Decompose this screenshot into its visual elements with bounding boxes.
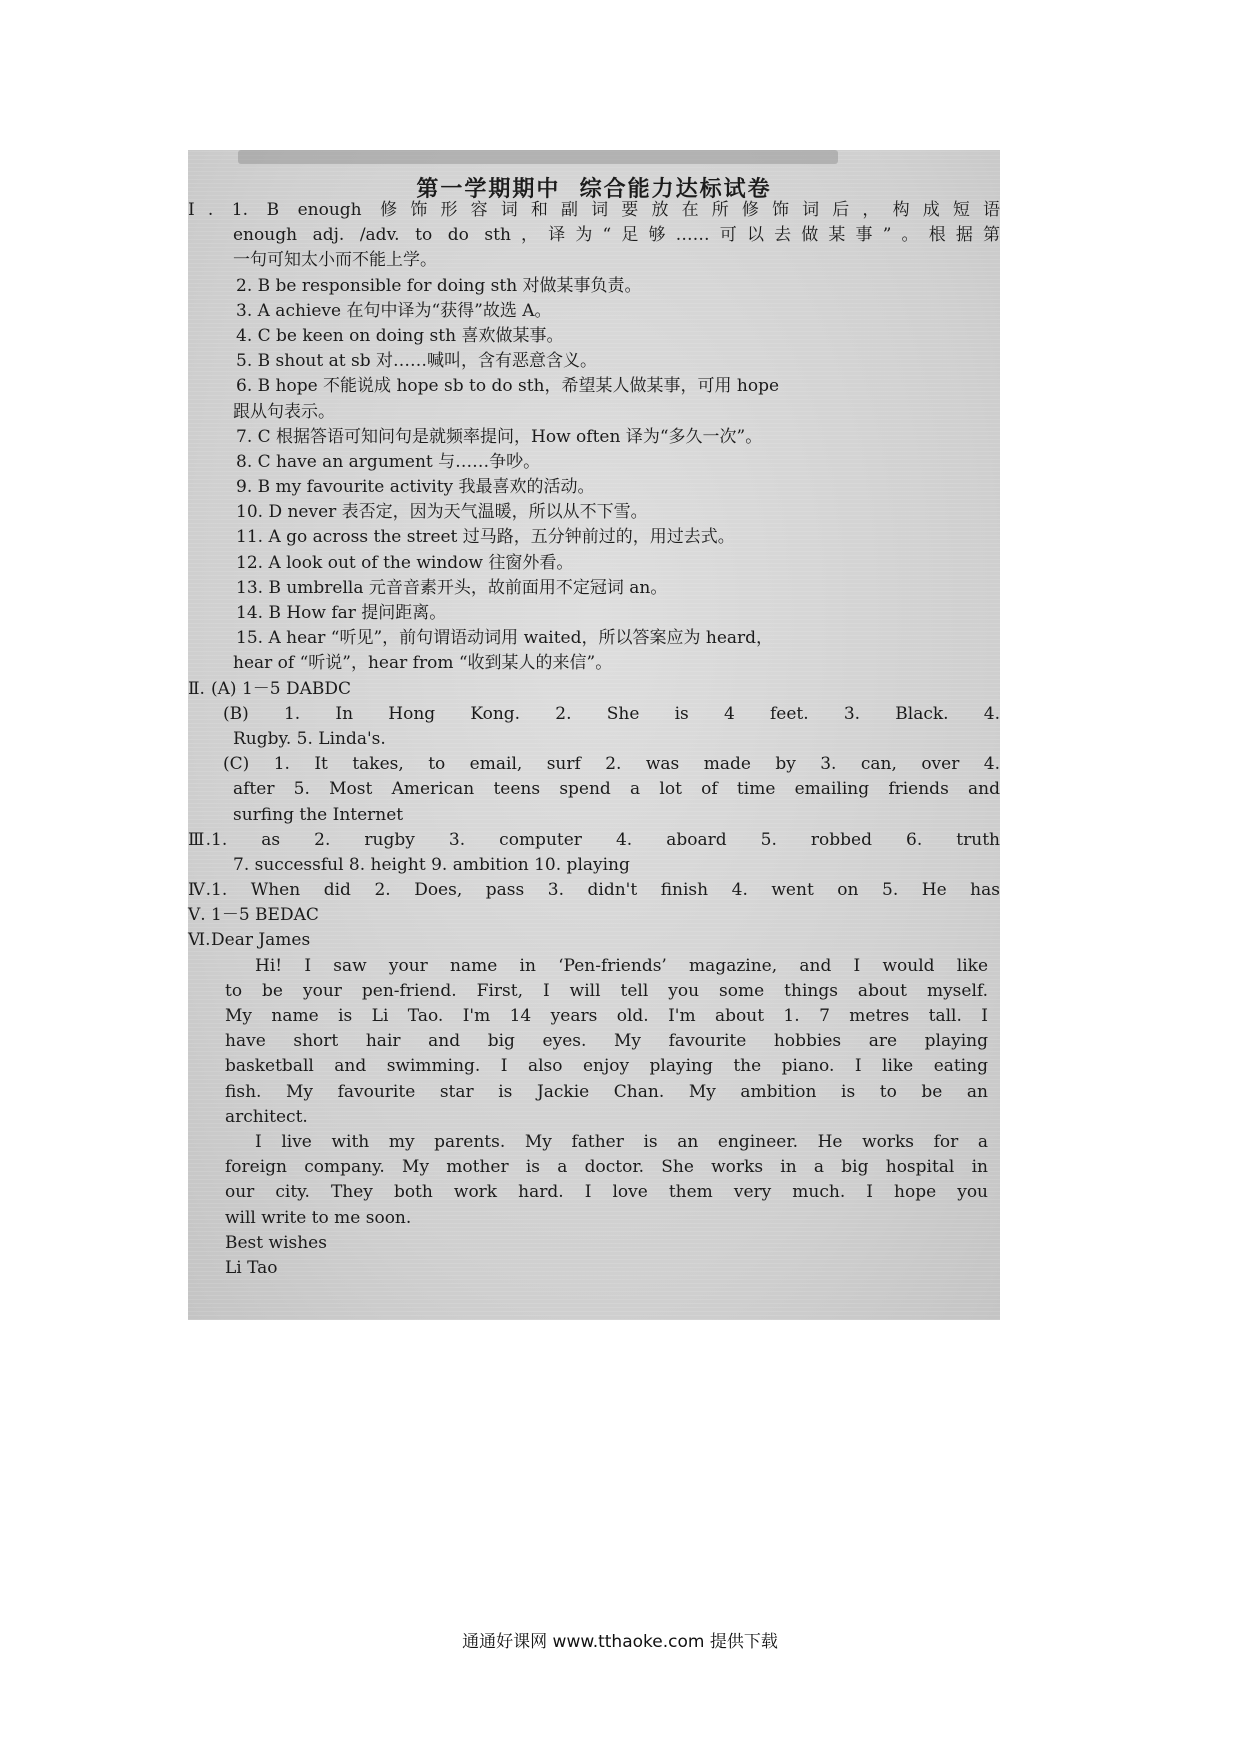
line-text: 12. A look out of the window 往窗外看。 bbox=[236, 552, 574, 573]
line-text: foreign company. My mother is a doctor. She works in a big hospital in bbox=[225, 1157, 988, 1178]
letter-line bbox=[188, 1004, 1000, 1029]
line-text: 13. B umbrella 元音音素开头，故前面用不定冠词 an。 bbox=[236, 577, 668, 598]
line-text: fish. My favourite star is Jackie Chan. My ambition is to be an bbox=[225, 1081, 988, 1102]
line-text: 1. When did 2. Does, pass 3. didn't finish 4. went on 5. He has bbox=[211, 880, 1000, 901]
line-text: to be your pen-friend. First, I will tell you some things about myself. bbox=[225, 980, 988, 1001]
letter-line bbox=[188, 1080, 1000, 1105]
section-marker: Ⅲ. bbox=[188, 829, 211, 850]
scanned-answer-page bbox=[188, 150, 1000, 1320]
answer-line bbox=[188, 677, 1000, 702]
letter-line bbox=[188, 1105, 1000, 1130]
line-text: 7. C 根据答语可知问句是就频率提问，How often 译为“多久一次”。 bbox=[236, 426, 763, 447]
line-text: Rugby. 5. Linda's. bbox=[233, 728, 386, 749]
answer-line bbox=[188, 400, 1000, 425]
answer-line bbox=[188, 576, 1000, 601]
line-text: hear of “听说”，hear from “收到某人的来信”。 bbox=[233, 653, 613, 674]
line-text: (A) 1－5 DABDC bbox=[211, 678, 352, 699]
line-text: 8. C have an argument 与……争吵。 bbox=[236, 451, 541, 472]
line-text: 15. A hear “听见”，前句谓语动词用 waited，所以答案应为 heard， bbox=[236, 628, 774, 649]
answer-line bbox=[188, 828, 1000, 853]
answer-line bbox=[188, 425, 1000, 450]
line-text: architect. bbox=[225, 1106, 308, 1127]
line-text: Dear James bbox=[211, 930, 311, 951]
line-text: have short hair and big eyes. My favourite hobbies are playing bbox=[225, 1031, 988, 1052]
letter-line bbox=[188, 1180, 1000, 1205]
line-text: 11. A go across the street 过马路，五分钟前过的，用过去式。 bbox=[236, 527, 735, 548]
line-text: (C) 1. It takes, to email, surf 2. was made by 3. can, over 4. bbox=[223, 754, 1000, 775]
answer-line bbox=[188, 374, 1000, 399]
page-title: 第一学期期中 综合能力达标试卷 bbox=[416, 176, 772, 202]
answer-line bbox=[188, 324, 1000, 349]
answer-line bbox=[188, 299, 1000, 324]
answer-line bbox=[188, 928, 1000, 953]
answer-line bbox=[188, 349, 1000, 374]
answer-line bbox=[188, 525, 1000, 550]
section-marker: Ⅳ. bbox=[188, 880, 211, 901]
line-text: Hi! I saw your name in ‘Pen-friends’ magazine, and I would like bbox=[255, 955, 988, 976]
line-text: basketball and swimming. I also enjoy playing the piano. I like eating bbox=[225, 1056, 988, 1077]
answer-line bbox=[188, 601, 1000, 626]
line-text: 一句可知太小而不能上学。 bbox=[233, 250, 437, 271]
cut-off-previous-line bbox=[238, 150, 838, 164]
letter-line bbox=[188, 1256, 1000, 1281]
letter-line bbox=[188, 979, 1000, 1004]
section-marker: Ⅱ. bbox=[188, 678, 205, 699]
line-text: after 5. Most American teens spend a lot of time emailing friends and bbox=[233, 779, 1000, 800]
answer-line bbox=[188, 475, 1000, 500]
answer-line bbox=[188, 450, 1000, 475]
answer-line bbox=[188, 248, 1000, 273]
line-text: 3. A achieve 在句中译为“获得”故选 A。 bbox=[236, 300, 552, 321]
line-text: 9. B my favourite activity 我最喜欢的活动。 bbox=[236, 477, 595, 498]
line-text: 跟从句表示。 bbox=[233, 401, 335, 422]
line-text: Ⅰ. 1. B enough 修饰形容词和副词要放在所修饰词后，构成短语 bbox=[188, 200, 1000, 220]
answer-line bbox=[188, 752, 1000, 777]
answer-line bbox=[188, 274, 1000, 299]
answer-line bbox=[188, 803, 1000, 828]
line-text: 1－5 BEDAC bbox=[211, 905, 319, 926]
line-text: 6. B hope 不能说成 hope sb to do sth，希望某人做某事，可用 hope bbox=[236, 376, 780, 397]
answer-line bbox=[188, 727, 1000, 752]
section-marker: Ⅴ. bbox=[188, 905, 206, 926]
letter-line bbox=[188, 954, 1000, 979]
line-text: 1. as 2. rugby 3. computer 4. aboard 5. robbed 6. truth bbox=[211, 829, 1000, 850]
answer-line bbox=[188, 777, 1000, 802]
letter-line bbox=[188, 1130, 1000, 1155]
line-text: 14. B How far 提问距离。 bbox=[236, 603, 447, 623]
answer-line bbox=[188, 551, 1000, 576]
answer-key-body bbox=[188, 198, 1000, 1281]
line-text: enough adj. /adv. to do sth，译为“足够……可以去做某事”。根据第 bbox=[233, 225, 1000, 246]
line-text: 10. D never 表否定，因为天气温暖，所以从不下雪。 bbox=[236, 502, 648, 523]
answer-line bbox=[188, 853, 1000, 878]
line-text: 7. successful 8. height 9. ambition 10. playing bbox=[233, 854, 630, 875]
line-text: (B) 1. In Hong Kong. 2. She is 4 feet. 3. Black. 4. bbox=[223, 703, 1000, 724]
footer-credit: 通通好课网 www.tthaoke.com 提供下载 bbox=[462, 1632, 778, 1652]
answer-line bbox=[188, 626, 1000, 651]
answer-line bbox=[188, 702, 1000, 727]
answer-line bbox=[188, 878, 1000, 903]
line-text: I live with my parents. My father is an engineer. He works for a bbox=[255, 1131, 988, 1152]
answer-line bbox=[188, 500, 1000, 525]
line-text: 4. C be keen on doing sth 喜欢做某事。 bbox=[236, 325, 564, 346]
letter-line bbox=[188, 1029, 1000, 1054]
letter-line bbox=[188, 1206, 1000, 1231]
letter-line bbox=[188, 1155, 1000, 1180]
line-text: will write to me soon. bbox=[225, 1207, 412, 1228]
answer-line bbox=[188, 651, 1000, 676]
answer-line bbox=[188, 198, 1000, 223]
line-text: our city. They both work hard. I love them very much. I hope you bbox=[225, 1182, 988, 1203]
line-text: 2. B be responsible for doing sth 对做某事负责。 bbox=[236, 275, 642, 296]
answer-line bbox=[188, 223, 1000, 248]
letter-line bbox=[188, 1231, 1000, 1256]
line-text: My name is Li Tao. I'm 14 years old. I'm about 1. 7 metres tall. I bbox=[225, 1006, 988, 1026]
letter-line bbox=[188, 1054, 1000, 1079]
section-marker: Ⅵ. bbox=[188, 930, 211, 951]
line-text: Best wishes bbox=[225, 1232, 327, 1253]
line-text: surfing the Internet bbox=[233, 804, 404, 825]
line-text: 5. B shout at sb 对……喊叫，含有恶意含义。 bbox=[236, 351, 597, 372]
line-text: Li Tao bbox=[225, 1257, 278, 1278]
answer-line bbox=[188, 903, 1000, 928]
